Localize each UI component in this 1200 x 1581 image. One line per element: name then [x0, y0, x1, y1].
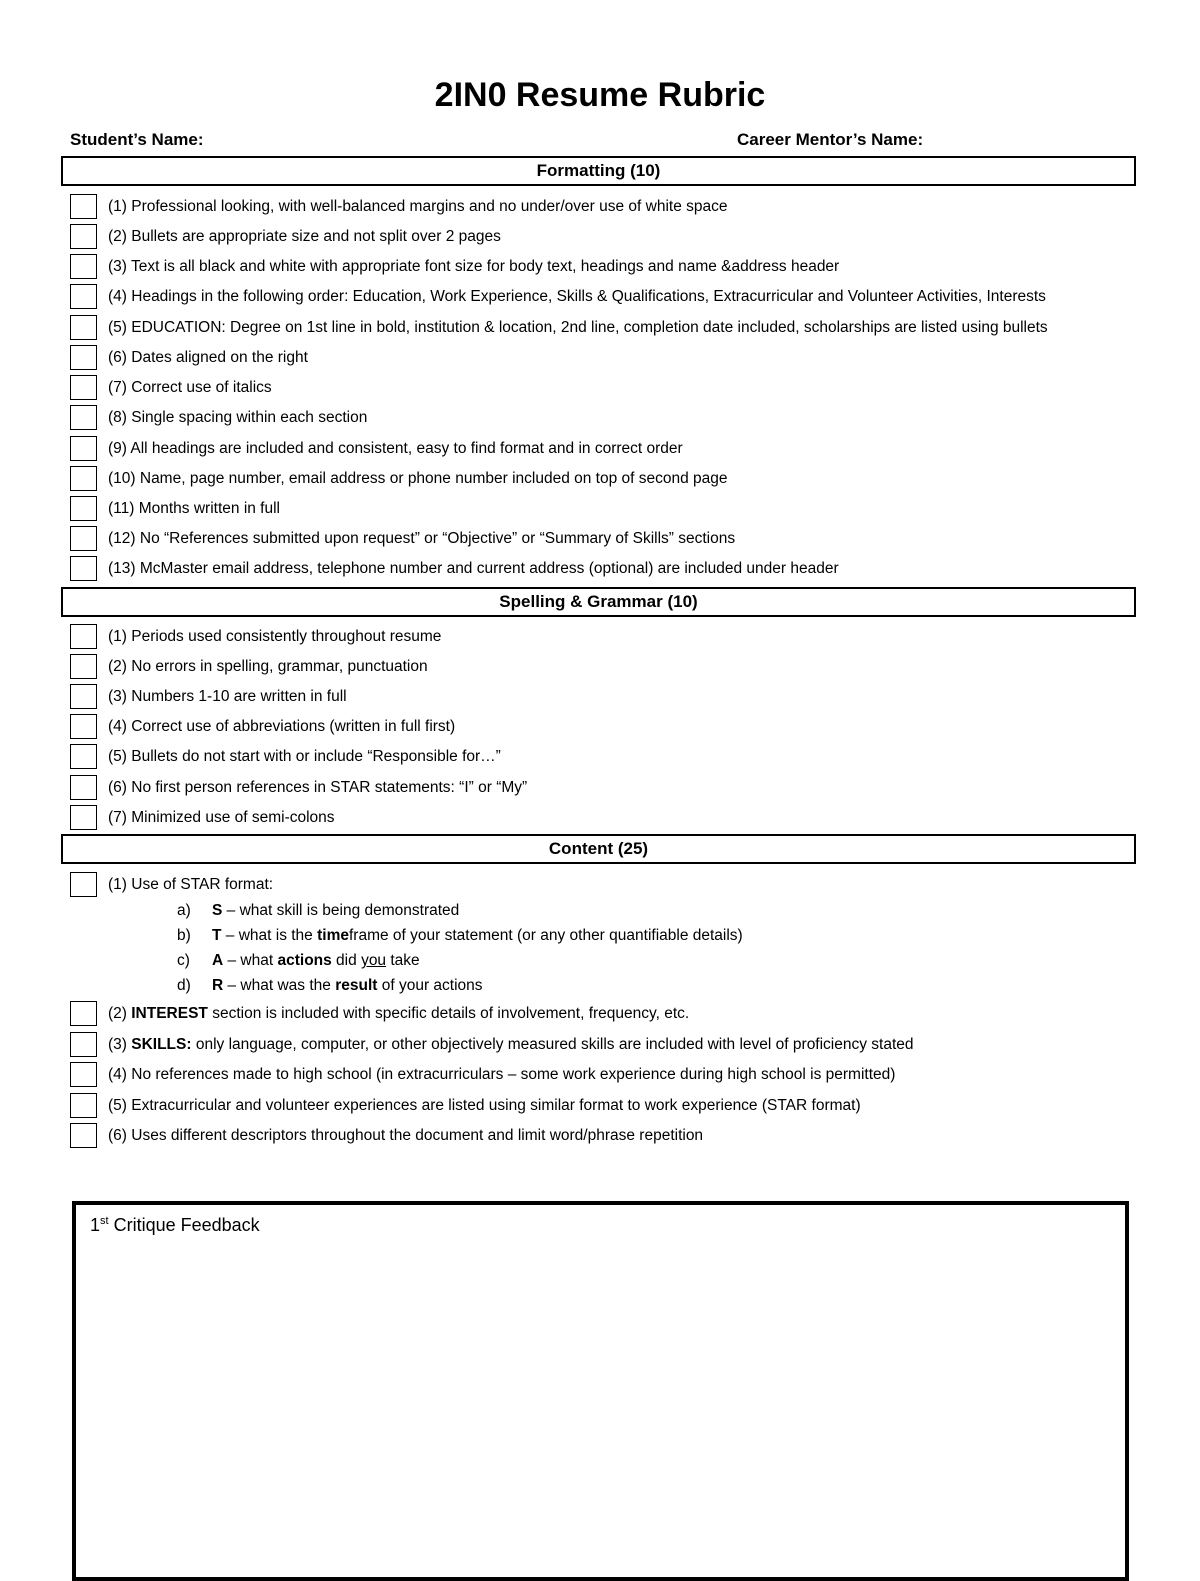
- star-letter: R: [212, 977, 224, 994]
- rubric-item-text: (3) SKILLS: only language, computer, or other objectively measured skills are included with level of proficiency stated: [108, 1036, 914, 1053]
- feedback-title: 1st Critique Feedback: [90, 1215, 260, 1235]
- rubric-item-text: (1) Professional looking, with well-balanced margins and no under/over use of white space: [108, 198, 728, 215]
- list-index: a): [177, 902, 191, 919]
- checkbox[interactable]: [70, 526, 97, 551]
- rubric-item-text: (5) Bullets do not start with or include “Responsible for…”: [108, 748, 501, 765]
- star-letter: A: [212, 952, 224, 969]
- checkbox[interactable]: [70, 284, 97, 309]
- rubric-item-text: (5) Extracurricular and volunteer experiences are listed using similar format to work experience (STAR format): [108, 1097, 861, 1114]
- list-index: b): [177, 927, 191, 944]
- star-emphasis: time: [317, 927, 349, 944]
- checkbox[interactable]: [70, 1032, 97, 1057]
- star-emphasis: result: [335, 977, 378, 994]
- rubric-item-text: (11) Months written in full: [108, 500, 280, 517]
- checkbox[interactable]: [70, 405, 97, 430]
- star-description: – what was the: [223, 977, 336, 994]
- rubric-item-text: (2) No errors in spelling, grammar, punctuation: [108, 658, 428, 675]
- checkbox[interactable]: [70, 805, 97, 830]
- checkbox[interactable]: [70, 436, 97, 461]
- star-text: [212, 951, 420, 971]
- checkbox[interactable]: [70, 624, 97, 649]
- checkbox[interactable]: [70, 254, 97, 279]
- star-description: did: [331, 952, 362, 969]
- rubric-item-text: (7) Minimized use of semi-colons: [108, 809, 335, 826]
- checkbox[interactable]: [70, 654, 97, 679]
- rubric-item-text: (6) Uses different descriptors throughout the document and limit word/phrase repetition: [108, 1127, 704, 1144]
- checkbox[interactable]: [70, 224, 97, 249]
- formatting-section-header: Formatting (10): [61, 156, 1136, 186]
- star-description: of your actions: [377, 977, 483, 994]
- star-description: take: [386, 952, 420, 969]
- student-name-label: Student’s Name:: [70, 130, 204, 149]
- rubric-item-text: (12) No “References submitted upon request” or “Objective” or “Summary of Skills” sections: [108, 530, 736, 547]
- checkbox[interactable]: [70, 496, 97, 521]
- star-text: [212, 976, 483, 996]
- list-index: d): [177, 977, 191, 994]
- checkbox[interactable]: [70, 1123, 97, 1148]
- star-emphasis: actions: [277, 952, 332, 969]
- rubric-item-text: (10) Name, page number, email address or phone number included on top of second page: [108, 470, 728, 487]
- checkbox[interactable]: [70, 556, 97, 581]
- rubric-item-text: (3) Text is all black and white with appropriate font size for body text, headings and name &address header: [108, 258, 840, 275]
- career-mentor-name-label: Career Mentor’s Name:: [737, 130, 924, 149]
- rubric-item-text: (9) All headings are included and consistent, easy to find format and in correct order: [108, 440, 683, 457]
- rubric-item-text: (6) No first person references in STAR statements: “I” or “My”: [108, 779, 528, 796]
- checkbox[interactable]: [70, 714, 97, 739]
- checkbox[interactable]: [70, 872, 97, 897]
- checkbox[interactable]: [70, 775, 97, 800]
- checkbox[interactable]: [70, 1001, 97, 1026]
- star-description: – what is the: [221, 927, 318, 944]
- star-letter: T: [212, 927, 222, 944]
- rubric-item-text: (8) Single spacing within each section: [108, 409, 368, 426]
- checkbox[interactable]: [70, 1062, 97, 1087]
- rubric-item-text: (4) Headings in the following order: Education, Work Experience, Skills & Qualifications, Extracurricular and Volunteer Activities, Interests: [108, 288, 1046, 305]
- rubric-item-text: (4) Correct use of abbreviations (written in full first): [108, 718, 456, 735]
- spelling-grammar-section-header: Spelling & Grammar (10): [61, 587, 1136, 617]
- rubric-item-text: (13) McMaster email address, telephone number and current address (optional) are included under header: [108, 560, 839, 577]
- star-description: – what: [223, 952, 278, 969]
- rubric-item-text: (2) INTEREST section is included with specific details of involvement, frequency, etc.: [108, 1005, 690, 1022]
- rubric-item-text: (1) Use of STAR format:: [108, 876, 274, 893]
- star-underline: you: [361, 952, 387, 969]
- rubric-item-text: (3) Numbers 1-10 are written in full: [108, 688, 347, 705]
- document-title: 2IN0 Resume Rubric: [434, 76, 766, 114]
- checkbox[interactable]: [70, 375, 97, 400]
- rubric-item-text: (5) EDUCATION: Degree on 1st line in bold, institution & location, 2nd line, completion date included, scholarships are listed using bullets: [108, 319, 1048, 336]
- list-index: c): [177, 952, 190, 969]
- checkbox[interactable]: [70, 315, 97, 340]
- checkbox[interactable]: [70, 1093, 97, 1118]
- checkbox[interactable]: [70, 684, 97, 709]
- rubric-item-text: (6) Dates aligned on the right: [108, 349, 308, 366]
- checkbox[interactable]: [70, 744, 97, 769]
- checkbox[interactable]: [70, 466, 97, 491]
- checkbox[interactable]: [70, 194, 97, 219]
- star-letter: S: [212, 902, 223, 919]
- checkbox[interactable]: [70, 345, 97, 370]
- critique-feedback-box[interactable]: [72, 1201, 1129, 1581]
- rubric-item-text: (7) Correct use of italics: [108, 379, 272, 396]
- rubric-item-text: (4) No references made to high school (in extracurriculars – some work experience during high school is permitted): [108, 1066, 896, 1083]
- star-text: [212, 926, 743, 946]
- content-section-header: Content (25): [61, 834, 1136, 864]
- star-description: – what skill is being demonstrated: [222, 902, 460, 919]
- star-text: [212, 901, 459, 921]
- star-description: frame of your statement (or any other quantifiable details): [348, 927, 743, 944]
- rubric-item-text: (1) Periods used consistently throughout resume: [108, 628, 442, 645]
- rubric-item-text: (2) Bullets are appropriate size and not split over 2 pages: [108, 228, 501, 245]
